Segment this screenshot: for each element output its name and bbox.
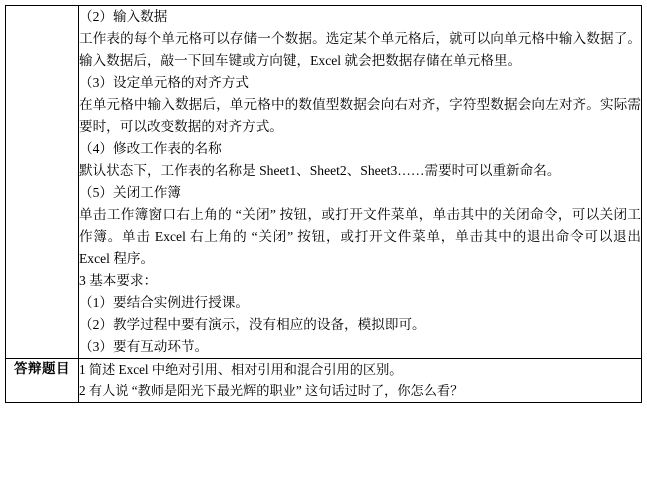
table-row-content (6, 6, 642, 359)
paragraph: 默认状态下，工作表的名称是 Sheet1、Sheet2、Sheet3……需要时可以重新命名。 (79, 163, 561, 179)
paragraph: （2）教学过程中要有演示，没有相应的设备，模拟即可。 (79, 317, 426, 333)
row-label-cell-empty (6, 6, 79, 359)
paragraph: （2）输入数据 (79, 9, 168, 24)
paragraph: 2 有人说 “教师是阳光下最光辉的职业” 这句话过时了，你怎么看？ (79, 383, 464, 399)
paragraph: （3）要有互动环节。 (79, 339, 209, 355)
row-label-cell-answer (6, 359, 79, 402)
document-page (0, 5, 647, 484)
paragraph: 单击工作簿窗口右上角的 “关闭” 按钮，或打开文件菜单，单击其中的关闭命令，可以关闭工作簿。单击 Excel 右上角的 “关闭” 按钮，或打开文件菜单，单击其中的退出命令可以退出 Excel 程序。 (79, 207, 641, 267)
row-label-answer: 答辩题目 (14, 361, 70, 377)
paragraph: （5）关闭工作簿 (79, 185, 181, 201)
paragraph: 3 基本要求： (79, 273, 158, 289)
paragraph: 工作表的每个单元格可以存储一个数据。选定某个单元格后，就可以向单元格中输入数据了。输入数据后，敲一下回车键或方向键，Excel 就会把数据存储在单元格里。 (79, 31, 641, 69)
table-row-answer (6, 359, 642, 402)
paragraph: （3）设定单元格的对齐方式 (79, 75, 249, 91)
row-content-cell-answer (79, 359, 642, 402)
paragraph: 在单元格中输入数据后，单元格中的数值型数据会向右对齐，字符型数据会向左对齐。实际需要时，可以改变数据的对齐方式。 (79, 97, 641, 135)
paragraph: （4）修改工作表的名称 (79, 141, 222, 157)
row-content-cell-main (79, 6, 642, 359)
document-table (5, 5, 642, 403)
paragraph: （1）要结合实例进行授课。 (79, 295, 249, 311)
paragraph: 1 简述 Excel 中绝对引用、相对引用和混合引用的区别。 (79, 362, 403, 378)
